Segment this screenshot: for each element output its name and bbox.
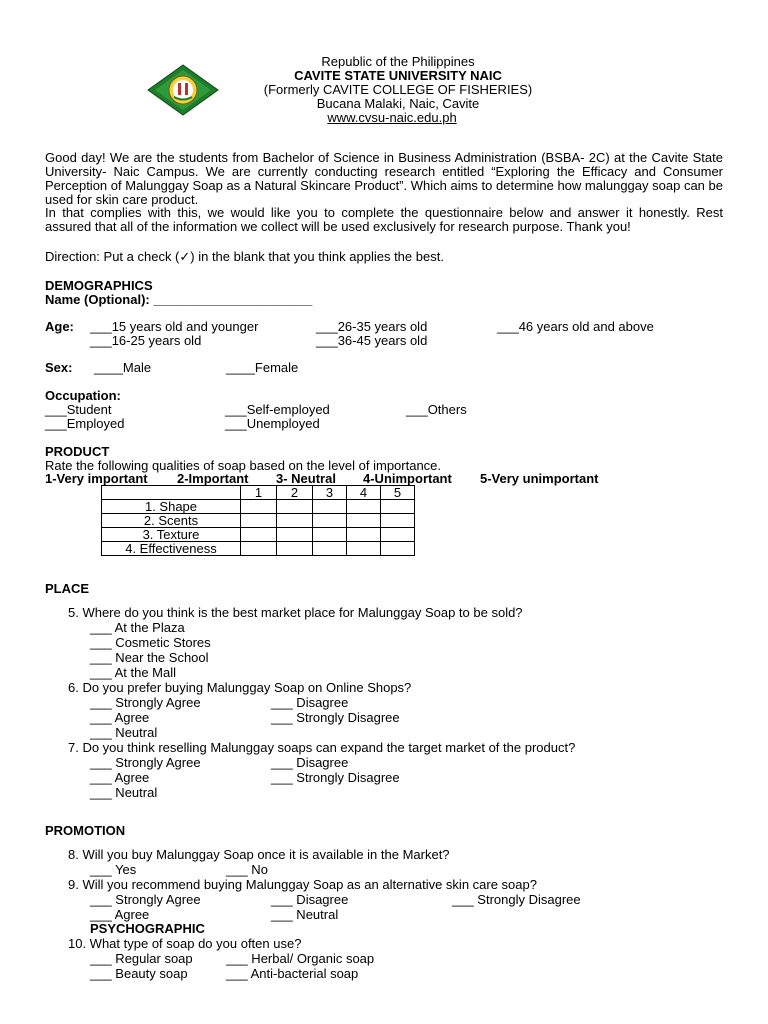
name-field[interactable]: Name (Optional): ______________________ xyxy=(45,292,313,307)
answer-option[interactable]: ___ Strongly Agree xyxy=(90,695,201,710)
answer-option[interactable]: ___ Neutral xyxy=(271,907,339,922)
place-title: PLACE xyxy=(45,581,90,596)
rating-cell[interactable] xyxy=(241,514,277,528)
column-header: 2 xyxy=(277,486,313,500)
question-9: 9. Will you recommend buying Malunggay Soap as an alternative skin care soap? xyxy=(68,877,537,892)
rating-cell[interactable] xyxy=(347,500,381,514)
answer-option[interactable]: ___ Neutral xyxy=(90,785,158,800)
rating-cell[interactable] xyxy=(347,514,381,528)
row-label: 4. Effectiveness xyxy=(102,542,241,556)
answer-option[interactable]: ___ Anti-bacterial soap xyxy=(226,966,359,981)
scale-label: 2-Important xyxy=(177,471,249,486)
occupation-option[interactable]: ___Employed xyxy=(45,416,125,431)
sex-option-female[interactable]: ____Female xyxy=(226,360,299,375)
row-label: 1. Shape xyxy=(102,500,241,514)
answer-option[interactable]: ___ Neutral xyxy=(90,725,158,740)
question-10: 10. What type of soap do you often use? xyxy=(68,936,302,951)
table-header-row xyxy=(102,486,415,500)
header-address: Bucana Malaki, Naic, Cavite xyxy=(316,96,480,111)
rating-cell[interactable] xyxy=(313,542,347,556)
promotion-title: PROMOTION xyxy=(45,823,126,838)
product-title: PRODUCT xyxy=(45,444,110,459)
rating-cell[interactable] xyxy=(277,514,313,528)
demographics-title: DEMOGRAPHICS xyxy=(45,278,153,293)
answer-option[interactable]: ___ At the Mall xyxy=(90,665,176,680)
rating-cell[interactable] xyxy=(381,500,415,514)
rating-cell[interactable] xyxy=(277,542,313,556)
rating-cell[interactable] xyxy=(381,528,415,542)
rating-cell[interactable] xyxy=(313,514,347,528)
age-option[interactable]: ___26-35 years old xyxy=(316,319,428,334)
intro-paragraph: Good day! We are the students from Bachelor of Science in Business Administration (BSBA- 2C) at the Cavite State University- Naic Campus. We are currently conducting research entitled “Exploring the Efficacy and Consumer Perception of Malunggay Soap as a Natural Skincare Product”. Which aims to determine how malunggay soap can be used for skin care product. xyxy=(45,150,723,207)
rating-cell[interactable] xyxy=(381,542,415,556)
answer-option[interactable]: ___ Herbal/ Organic soap xyxy=(226,951,375,966)
occupation-label: Occupation: xyxy=(45,388,121,403)
psychographic-title: PSYCHOGRAPHIC xyxy=(90,921,205,936)
occupation-option[interactable]: ___Unemployed xyxy=(225,416,320,431)
answer-option[interactable]: ___ Disagree xyxy=(271,755,349,770)
question-5: 5. Where do you think is the best market place for Malunggay Soap to be sold? xyxy=(68,605,523,620)
answer-option[interactable]: ___ Disagree xyxy=(271,695,349,710)
answer-option[interactable]: ___ Strongly Disagree xyxy=(452,892,581,907)
rating-cell[interactable] xyxy=(313,528,347,542)
column-header: 4 xyxy=(347,486,381,500)
table-row xyxy=(102,514,415,528)
age-option[interactable]: ___36-45 years old xyxy=(316,333,428,348)
answer-option[interactable]: ___ No xyxy=(226,862,268,877)
answer-option[interactable]: ___ Cosmetic Stores xyxy=(90,635,211,650)
university-seal-logo xyxy=(147,64,219,116)
answer-option[interactable]: ___ Strongly Agree xyxy=(90,892,201,907)
rating-table xyxy=(101,485,415,556)
scale-label: 3- Neutral xyxy=(276,471,336,486)
scale-label: 5-Very unimportant xyxy=(480,471,599,486)
answer-option[interactable]: ___ At the Plaza xyxy=(90,620,185,635)
occupation-option[interactable]: ___Self-employed xyxy=(225,402,330,417)
rating-cell[interactable] xyxy=(277,500,313,514)
table-row xyxy=(102,528,415,542)
header-former-name: (Formerly CAVITE COLLEGE OF FISHERIES) xyxy=(263,82,533,97)
age-option[interactable]: ___16-25 years old xyxy=(90,333,202,348)
answer-option[interactable]: ___ Near the School xyxy=(90,650,209,665)
rating-cell[interactable] xyxy=(381,514,415,528)
answer-option[interactable]: ___ Agree xyxy=(90,710,150,725)
answer-option[interactable]: ___ Strongly Disagree xyxy=(271,710,400,725)
rating-cell[interactable] xyxy=(347,542,381,556)
answer-option[interactable]: ___ Agree xyxy=(90,770,150,785)
row-label: 3. Texture xyxy=(102,528,241,542)
sex-option-male[interactable]: ____Male xyxy=(94,360,152,375)
answer-option[interactable]: ___ Regular soap xyxy=(90,951,193,966)
rating-cell[interactable] xyxy=(241,528,277,542)
question-8: 8. Will you buy Malunggay Soap once it is available in the Market? xyxy=(68,847,450,862)
rating-cell[interactable] xyxy=(277,528,313,542)
scale-label: 4-Unimportant xyxy=(363,471,452,486)
age-label: Age: xyxy=(45,319,74,334)
column-header: 3 xyxy=(313,486,347,500)
header-university: CAVITE STATE UNIVERSITY NAIC xyxy=(294,68,502,83)
column-header: 1 xyxy=(241,486,277,500)
table-row xyxy=(102,500,415,514)
occupation-option[interactable]: ___Others xyxy=(406,402,467,417)
age-option[interactable]: ___15 years old and younger xyxy=(90,319,259,334)
header-website-link[interactable]: www.cvsu-naic.edu.ph xyxy=(327,110,457,125)
header-republic: Republic of the Philippines xyxy=(321,54,475,69)
question-6: 6. Do you prefer buying Malunggay Soap on Online Shops? xyxy=(68,680,412,695)
rating-cell[interactable] xyxy=(241,500,277,514)
sex-label: Sex: xyxy=(45,360,73,375)
answer-option[interactable]: ___ Beauty soap xyxy=(90,966,188,981)
answer-option[interactable]: ___ Strongly Agree xyxy=(90,755,201,770)
answer-option[interactable]: ___ Disagree xyxy=(271,892,349,907)
column-header: 5 xyxy=(381,486,415,500)
direction-text: Direction: Put a check (✓) in the blank that you think applies the best. xyxy=(45,249,444,264)
rating-cell[interactable] xyxy=(347,528,381,542)
answer-option[interactable]: ___ Strongly Disagree xyxy=(271,770,400,785)
occupation-option[interactable]: ___Student xyxy=(45,402,112,417)
scale-label: 1-Very important xyxy=(45,471,148,486)
table-row xyxy=(102,542,415,556)
table-header-blank xyxy=(102,486,241,500)
rating-cell[interactable] xyxy=(241,542,277,556)
product-instruction: Rate the following qualities of soap based on the level of importance. xyxy=(45,458,442,473)
question-7: 7. Do you think reselling Malunggay soaps can expand the target market of the product? xyxy=(68,740,576,755)
answer-option[interactable]: ___ Yes xyxy=(90,862,137,877)
intro-paragraph-2: In that complies with this, we would like you to complete the questionnaire below and answer it honestly. Rest assured that all of the information we collect will be used exclusively for research purpose. Thank you! xyxy=(45,205,723,234)
answer-option[interactable]: ___ Agree xyxy=(90,907,150,922)
rating-cell[interactable] xyxy=(313,500,347,514)
age-option[interactable]: ___46 years old and above xyxy=(497,319,654,334)
row-label: 2. Scents xyxy=(102,514,241,528)
